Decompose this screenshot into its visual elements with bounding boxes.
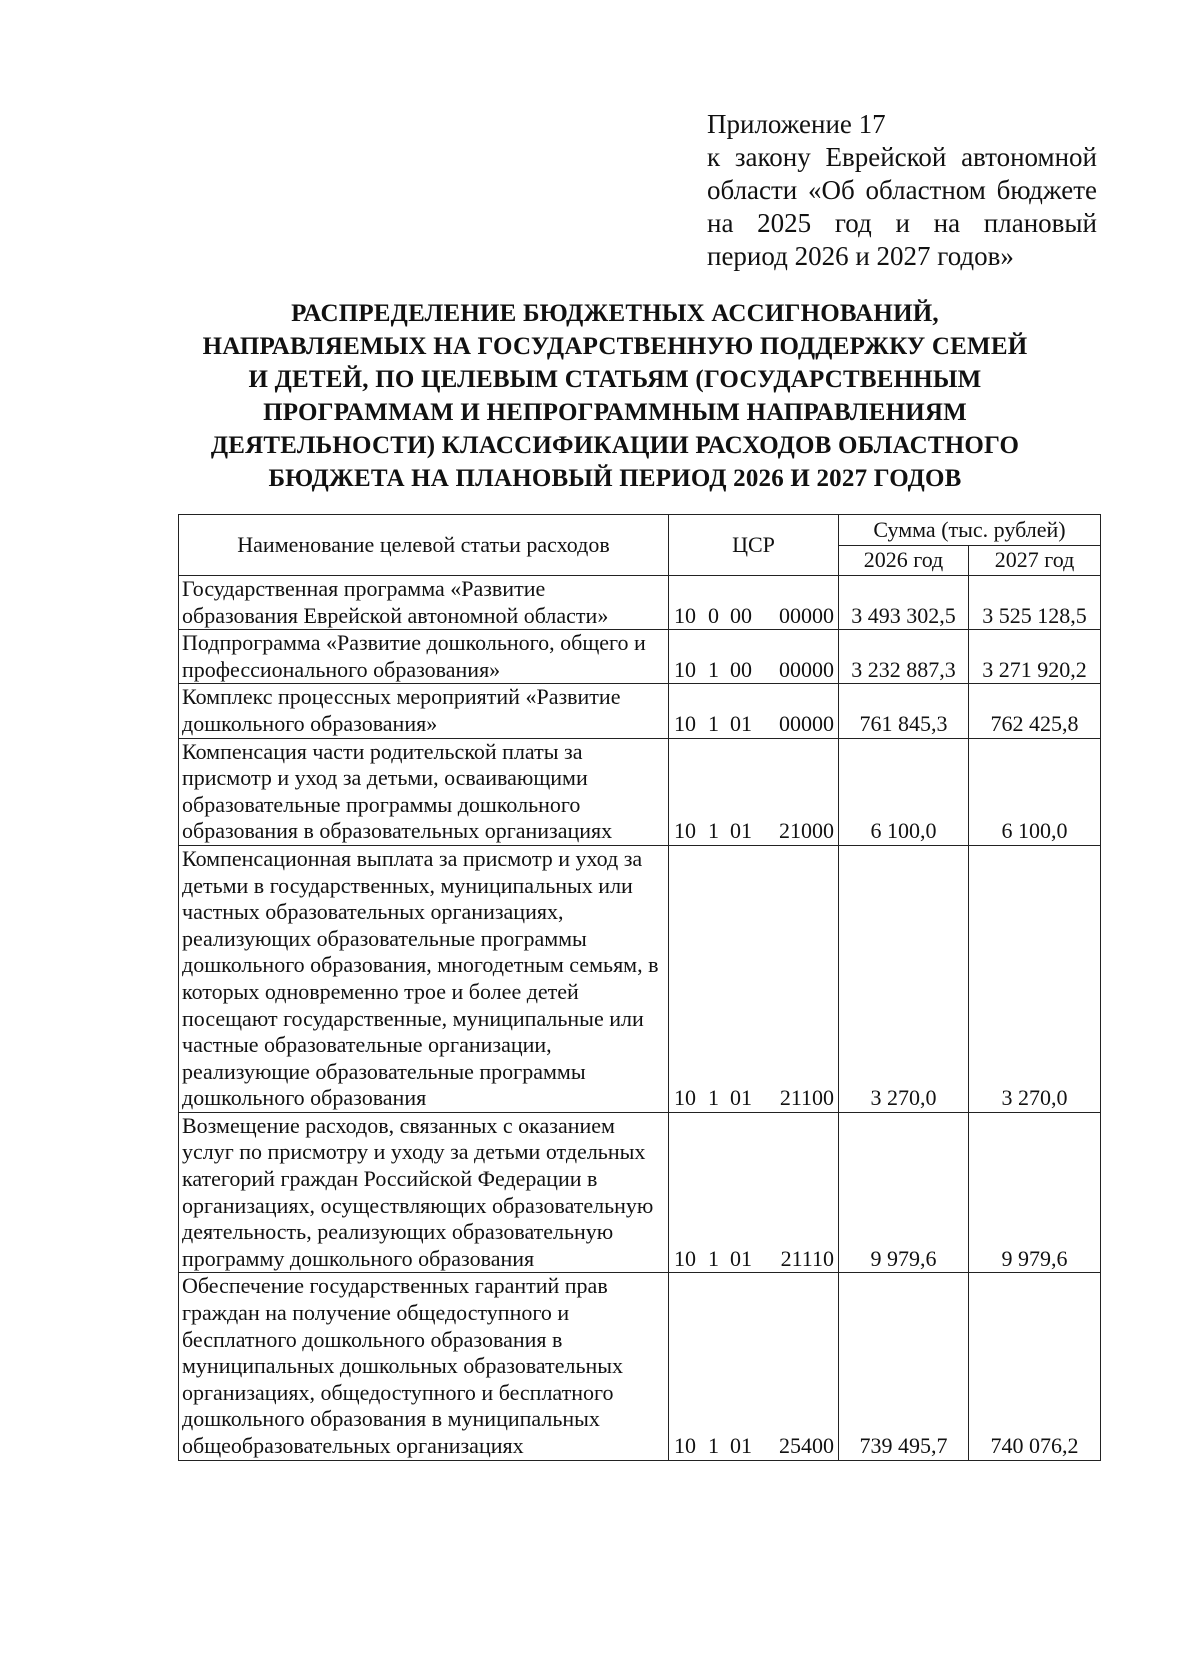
title-line: ПРОГРАММАМ И НЕПРОГРАММНЫМ НАПРАВЛЕНИЯМ: [263, 399, 967, 426]
row-sum-2026: 761 845,3: [839, 684, 969, 738]
column-header-code: ЦСР: [669, 515, 839, 576]
table-header-row: [179, 515, 1101, 546]
row-code: [669, 1273, 839, 1460]
code-event: 00: [730, 656, 752, 682]
code-direction: 00000: [779, 602, 834, 628]
row-sum-2026: 6 100,0: [839, 738, 969, 845]
row-name: Обеспечение государственных гарантий прав граждан на получение общедоступного и бесплатного дошкольного образования в муниципальных дошкольных образовательных организациях, общедоступного и бесплатного дошкольного образования в муниципальных общеобразовательных организациях: [179, 1273, 669, 1460]
code-subprogram: 0: [708, 602, 719, 628]
appendix-line: области «Об областном бюджете: [707, 175, 1097, 205]
code-event: 01: [730, 710, 752, 736]
code-event: 01: [730, 1433, 752, 1458]
table-row: [179, 576, 1101, 630]
table-row: [179, 1112, 1101, 1273]
row-name: Возмещение расходов, связанных с оказанием услуг по присмотру и уходу за детьми отдельных категорий граждан Российской Федерации в организациях, осуществляющих образовательную деятельность, реализующих образовательную программу дошкольного образования: [179, 1112, 669, 1273]
row-sum-2026: 9 979,6: [839, 1112, 969, 1273]
row-code: [669, 684, 839, 738]
code-direction: 00000: [779, 656, 834, 682]
row-sum-2026: 739 495,7: [839, 1273, 969, 1460]
column-header-sum: Сумма (тыс. рублей): [839, 515, 1101, 546]
appendix-line: период 2026 и 2027 годов»: [707, 241, 1014, 271]
table-row: [179, 845, 1101, 1112]
row-name: Компенсационная выплата за присмотр и уход за детьми в государственных, муниципальных или частных образовательных организациях, реализующих образовательные программы дошкольного образования, многодетным семьям, в которых одновременно трое и более детей посещают государственные, муниципальные или частные образовательные организации, реализующие образовательные программы дошкольного образования: [179, 845, 669, 1112]
code-subprogram: 1: [708, 1433, 719, 1458]
row-sum-2027: 3 270,0: [969, 845, 1101, 1112]
table-row: [179, 684, 1101, 738]
row-name: Государственная программа «Развитие образования Еврейской автономной области»: [179, 576, 669, 630]
code-direction: 21000: [779, 818, 834, 844]
row-name: Подпрограмма «Развитие дошкольного, общего и профессионального образования»: [179, 630, 669, 684]
code-program: 10: [674, 602, 696, 628]
code-direction: 21100: [779, 1085, 834, 1111]
code-program: 10: [674, 818, 696, 844]
title-line: ДЕЯТЕЛЬНОСТИ) КЛАССИФИКАЦИИ РАСХОДОВ ОБЛАСТНОГО: [210, 432, 1020, 459]
row-sum-2027: 762 425,8: [969, 684, 1101, 738]
code-direction: 21110: [780, 1245, 834, 1271]
row-code: [669, 845, 839, 1112]
code-program: 10: [674, 1433, 696, 1458]
row-sum-2027: 740 076,2: [969, 1273, 1101, 1460]
appendix-line: Приложение 17: [707, 109, 886, 139]
row-sum-2026: 3 270,0: [839, 845, 969, 1112]
document-title: [150, 297, 1080, 495]
row-name: Комплекс процессных мероприятий «Развитие дошкольного образования»: [179, 684, 669, 738]
row-sum-2027: 6 100,0: [969, 738, 1101, 845]
row-code: [669, 576, 839, 630]
column-header-name: Наименование целевой статьи расходов: [179, 515, 669, 576]
code-event: 01: [730, 1085, 752, 1111]
row-code: [669, 630, 839, 684]
code-subprogram: 1: [708, 1085, 719, 1111]
column-header-2027: 2027 год: [969, 545, 1101, 576]
title-line: БЮДЖЕТА НА ПЛАНОВЫЙ ПЕРИОД 2026 И 2027 ГОДОВ: [268, 465, 962, 492]
code-subprogram: 1: [708, 656, 719, 682]
appendix-line: на 2025 год и на плановый: [707, 208, 1097, 238]
row-sum-2027: 3 271 920,2: [969, 630, 1101, 684]
code-event: 00: [730, 602, 752, 628]
row-code: [669, 738, 839, 845]
title-line: НАПРАВЛЯЕМЫХ НА ГОСУДАРСТВЕННУЮ ПОДДЕРЖКУ СЕМЕЙ: [202, 333, 1028, 360]
code-program: 10: [674, 1245, 696, 1271]
row-sum-2027: 9 979,6: [969, 1112, 1101, 1273]
appendix-line: к закону Еврейской автономной: [707, 142, 1097, 172]
column-header-2026: 2026 год: [839, 545, 969, 576]
table-row: [179, 630, 1101, 684]
code-program: 10: [674, 1085, 696, 1111]
row-sum-2026: 3 493 302,5: [839, 576, 969, 630]
title-line: РАСПРЕДЕЛЕНИЕ БЮДЖЕТНЫХ АССИГНОВАНИЙ,: [291, 300, 939, 327]
code-program: 10: [674, 656, 696, 682]
code-direction: 25400: [779, 1433, 834, 1458]
code-event: 01: [730, 818, 752, 844]
code-subprogram: 1: [708, 818, 719, 844]
code-program: 10: [674, 710, 696, 736]
row-code: [669, 1112, 839, 1273]
budget-table: [178, 514, 1101, 1461]
code-subprogram: 1: [708, 1245, 719, 1271]
table-row: [179, 738, 1101, 845]
row-sum-2026: 3 232 887,3: [839, 630, 969, 684]
code-event: 01: [730, 1245, 752, 1271]
appendix-note: [707, 108, 1097, 273]
row-sum-2027: 3 525 128,5: [969, 576, 1101, 630]
code-direction: 00000: [779, 710, 834, 736]
code-subprogram: 1: [708, 710, 719, 736]
row-name: Компенсация части родительской платы за присмотр и уход за детьми, осваивающими образовательные программы дошкольного образования в образовательных организациях: [179, 738, 669, 845]
title-line: И ДЕТЕЙ, ПО ЦЕЛЕВЫМ СТАТЬЯМ (ГОСУДАРСТВЕННЫМ: [248, 366, 982, 393]
table-row: [179, 1273, 1101, 1460]
